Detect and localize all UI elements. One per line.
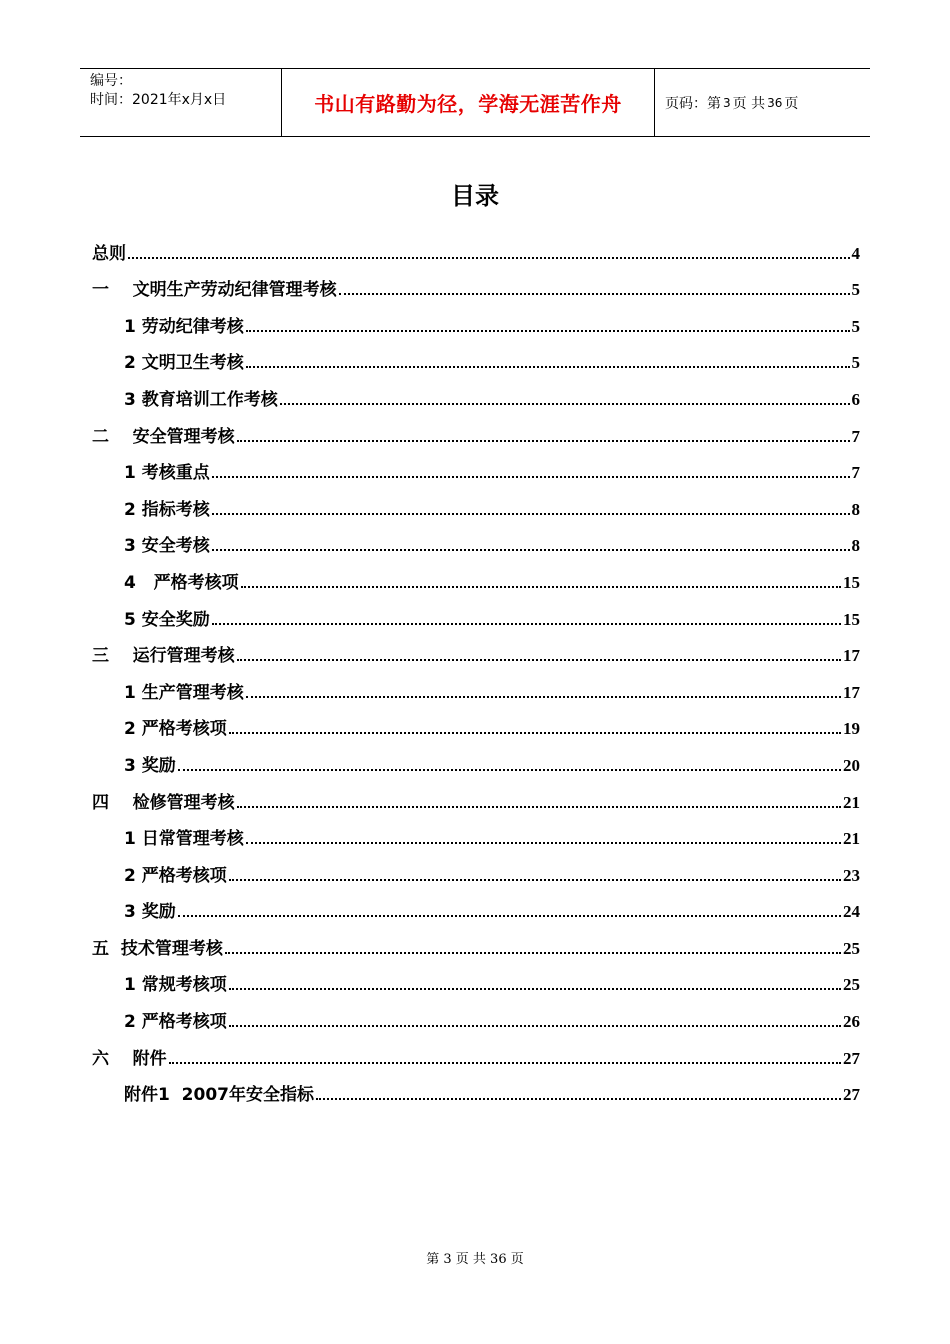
toc-entry-label: 附件1 2007年安全指标 xyxy=(124,1085,314,1106)
document-date: 时间：2021年x月x日 xyxy=(90,92,227,108)
toc-entry-label: 2 严格考核项 xyxy=(124,865,227,886)
toc-entry-page: 17 xyxy=(843,646,860,666)
toc-leader-dots xyxy=(225,952,841,954)
toc-entry-label: 1 劳动纪律考核 xyxy=(124,316,244,337)
toc-leader-dots xyxy=(229,732,841,734)
toc-entry-page: 21 xyxy=(843,829,860,849)
toc-entry[interactable] xyxy=(92,337,860,374)
toc-entry-page: 24 xyxy=(843,902,860,922)
page-label-middle: 页 共 xyxy=(732,95,766,112)
toc-leader-dots xyxy=(212,513,850,515)
toc-entry-label: 1 日常管理考核 xyxy=(124,829,244,850)
toc-entry[interactable] xyxy=(92,922,860,959)
toc-entry-page: 23 xyxy=(843,865,860,885)
toc-entry[interactable] xyxy=(92,630,860,667)
toc-entry-label: 四 检修管理考核 xyxy=(92,792,235,813)
toc-entry[interactable] xyxy=(92,227,860,264)
toc-leader-dots xyxy=(178,915,841,917)
toc-leader-dots xyxy=(212,476,850,478)
toc-title: 目录 xyxy=(451,182,499,210)
toc-leader-dots xyxy=(246,842,841,844)
toc-entry[interactable] xyxy=(92,300,860,337)
document-number-label: 编号： xyxy=(90,73,132,89)
toc-leader-dots xyxy=(237,806,841,808)
toc-entry-page: 25 xyxy=(843,938,860,958)
toc-leader-dots xyxy=(316,1098,841,1100)
page-footer: 第 3 页 共 36 页 xyxy=(426,1252,524,1267)
toc-entry-page: 5 xyxy=(851,353,860,373)
toc-leader-dots xyxy=(169,1062,841,1064)
toc-entry-label: 1 生产管理考核 xyxy=(124,682,244,703)
toc-leader-dots xyxy=(237,659,841,661)
toc-entry[interactable] xyxy=(92,776,860,813)
toc-entry[interactable] xyxy=(92,703,860,740)
toc-entry-page: 5 xyxy=(851,280,860,300)
toc-entry-page: 20 xyxy=(843,755,860,775)
toc-entry-page: 6 xyxy=(851,389,860,409)
toc-entry[interactable] xyxy=(92,849,860,886)
table-of-contents xyxy=(92,227,860,1105)
toc-entry-label: 3 奖励 xyxy=(124,902,176,923)
toc-entry[interactable] xyxy=(92,1069,860,1106)
toc-entry-page: 15 xyxy=(843,572,860,592)
toc-leader-dots xyxy=(237,440,850,442)
page-header xyxy=(80,68,870,137)
page-label-suffix: 页 xyxy=(784,95,799,112)
toc-entry-label: 1 考核重点 xyxy=(124,463,210,484)
toc-entry-label: 2 严格考核项 xyxy=(124,719,227,740)
toc-leader-dots xyxy=(212,623,841,625)
toc-entry-page: 8 xyxy=(851,536,860,556)
toc-entry-page: 21 xyxy=(843,792,860,812)
toc-entry[interactable] xyxy=(92,373,860,410)
toc-entry-page: 27 xyxy=(843,1048,860,1068)
toc-entry-page: 7 xyxy=(851,426,860,446)
toc-entry[interactable] xyxy=(92,410,860,447)
toc-entry[interactable] xyxy=(92,556,860,593)
toc-leader-dots xyxy=(339,293,850,295)
toc-entry-page: 27 xyxy=(843,1085,860,1105)
toc-entry-label: 3 安全考核 xyxy=(124,536,210,557)
toc-entry-label: 六 附件 xyxy=(92,1048,167,1069)
toc-entry[interactable] xyxy=(92,593,860,630)
toc-leader-dots xyxy=(212,549,850,551)
toc-leader-dots xyxy=(280,403,850,405)
toc-entry-label: 三 运行管理考核 xyxy=(92,646,235,667)
toc-entry-label: 2 严格考核项 xyxy=(124,1012,227,1033)
toc-entry-page: 7 xyxy=(851,463,860,483)
toc-leader-dots xyxy=(229,1025,841,1027)
toc-leader-dots xyxy=(128,257,850,259)
toc-entry[interactable] xyxy=(92,666,860,703)
toc-entry-label: 1 常规考核项 xyxy=(124,975,227,996)
toc-entry[interactable] xyxy=(92,1032,860,1069)
toc-entry[interactable] xyxy=(92,264,860,301)
toc-entry-page: 25 xyxy=(843,975,860,995)
toc-leader-dots xyxy=(241,586,841,588)
toc-entry-page: 19 xyxy=(843,719,860,739)
toc-entry-label: 一 文明生产劳动纪律管理考核 xyxy=(92,280,337,301)
toc-leader-dots xyxy=(229,988,841,990)
toc-entry-page: 26 xyxy=(843,1012,860,1032)
toc-entry[interactable] xyxy=(92,886,860,923)
toc-entry-label: 五 技术管理考核 xyxy=(92,938,223,959)
toc-entry-label: 2 指标考核 xyxy=(124,499,210,520)
toc-entry[interactable] xyxy=(92,483,860,520)
toc-entry-label: 4 严格考核项 xyxy=(124,572,239,593)
toc-entry-page: 15 xyxy=(843,609,860,629)
toc-entry-label: 3 奖励 xyxy=(124,755,176,776)
header-page-indicator xyxy=(655,69,870,136)
toc-entry-page: 5 xyxy=(851,316,860,336)
toc-leader-dots xyxy=(246,330,850,332)
toc-entry[interactable] xyxy=(92,520,860,557)
toc-entry-label: 二 安全管理考核 xyxy=(92,426,235,447)
header-meta xyxy=(80,69,282,136)
toc-leader-dots xyxy=(178,769,841,771)
toc-entry-page: 17 xyxy=(843,682,860,702)
toc-entry-page: 8 xyxy=(851,499,860,519)
page-label-prefix: 页码：第 xyxy=(665,95,721,112)
toc-entry-page: 4 xyxy=(851,243,860,263)
toc-entry-label: 2 文明卫生考核 xyxy=(124,353,244,374)
toc-entry-label: 总则 xyxy=(92,243,126,264)
toc-entry[interactable] xyxy=(92,995,860,1032)
toc-entry[interactable] xyxy=(92,959,860,996)
toc-entry[interactable] xyxy=(92,739,860,776)
header-motto: 书山有路勤为径，学海无涯苦作舟 xyxy=(282,69,655,136)
toc-leader-dots xyxy=(246,696,841,698)
toc-leader-dots xyxy=(246,366,850,368)
total-page-number: 36 xyxy=(767,95,783,110)
current-page-number: 3 xyxy=(723,95,731,110)
toc-entry-label: 3 教育培训工作考核 xyxy=(124,389,278,410)
toc-leader-dots xyxy=(229,879,841,881)
toc-entry[interactable] xyxy=(92,813,860,850)
toc-entry-label: 5 安全奖励 xyxy=(124,609,210,630)
toc-entry[interactable] xyxy=(92,447,860,484)
